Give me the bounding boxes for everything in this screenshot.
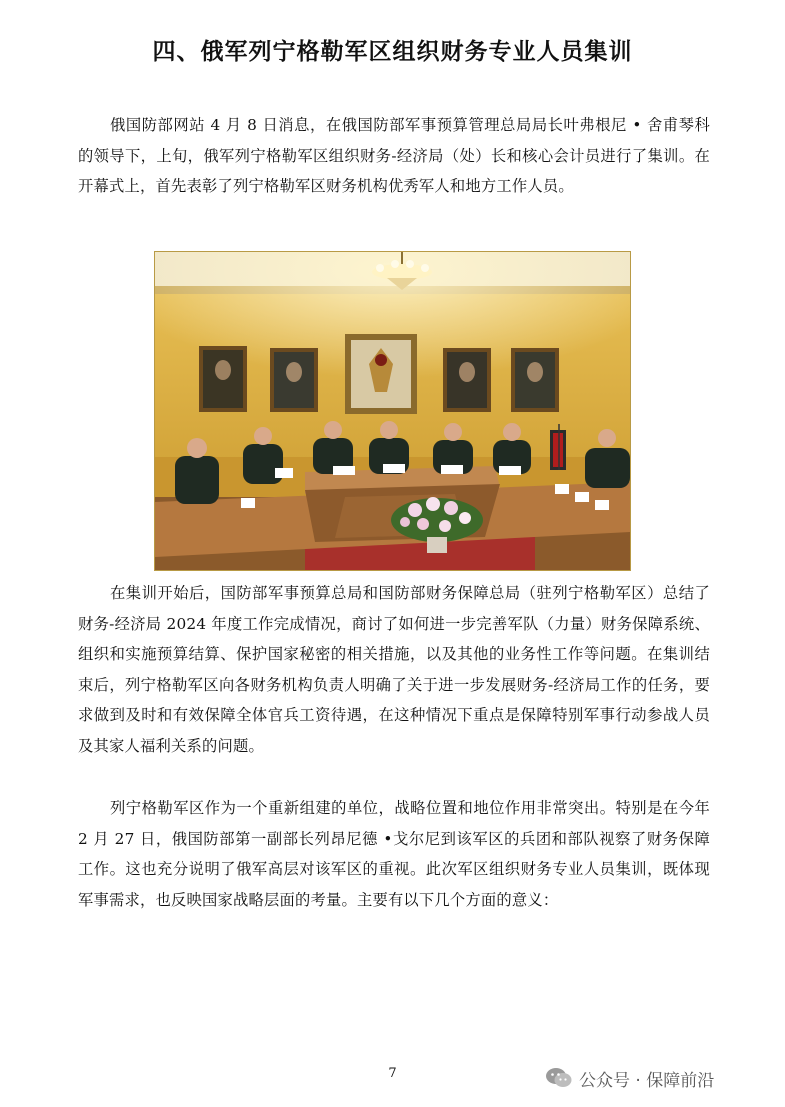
meeting-photo-illustration — [155, 252, 630, 570]
watermark — [545, 1066, 714, 1090]
page-number: 7 — [388, 1066, 397, 1081]
meeting-photo — [154, 251, 631, 571]
watermark-text: 公众号 · 保障前沿 — [579, 1070, 715, 1091]
wechat-icon — [545, 1067, 573, 1089]
page-title: 四、俄军列宁格勒军区组织财务专业人员集训 — [152, 39, 633, 65]
flags — [550, 424, 566, 470]
paragraph-1: 俄国防部网站 4 月 8 日消息，在俄国防部军事预算管理总局局长叶弗根尼 • 舍甫琴科的领导下，上旬，俄军列宁格勒军区组织财务-经济局（处）长和核心会计员进行了集训。在开幕式上，首先表彰了列宁格勒军区财务机构优秀军人和地方工作人员。 — [78, 116, 710, 195]
paragraph-2: 在集训开始后，国防部军事预算总局和国防部财务保障总局（驻列宁格勒军区）总结了财务-经济局 2024 年度工作完成情况，商讨了如何进一步完善军队（力量）财务保障系统、组织和实施预算结算、保护国家秘密的相关措施，以及其他的业务性工作等问题。在集训结束后，列宁格勒军区向各财务机构负责人明确了关于进一步发展财务-经济局工作的任务，要求做到及时和有效保障全体官兵工资待遇，在这种情况下重点是保障特别军事行动参战人员及其家人福利关系的问题。 — [78, 584, 710, 755]
paragraph-3: 列宁格勒军区作为一个重新组建的单位，战略位置和地位作用非常突出。特别是在今年 2 月 27 日，俄国防部第一副部长列昂尼德 •戈尔尼到该军区的兵团和部队视察了财务保障工作。这也充分说明了俄军高层对该军区的重视。此次军区组织财务专业人员集训，既体现军事需求，也反映国家战略层面的考量。主要有以下几个方面的意义： — [78, 799, 710, 909]
